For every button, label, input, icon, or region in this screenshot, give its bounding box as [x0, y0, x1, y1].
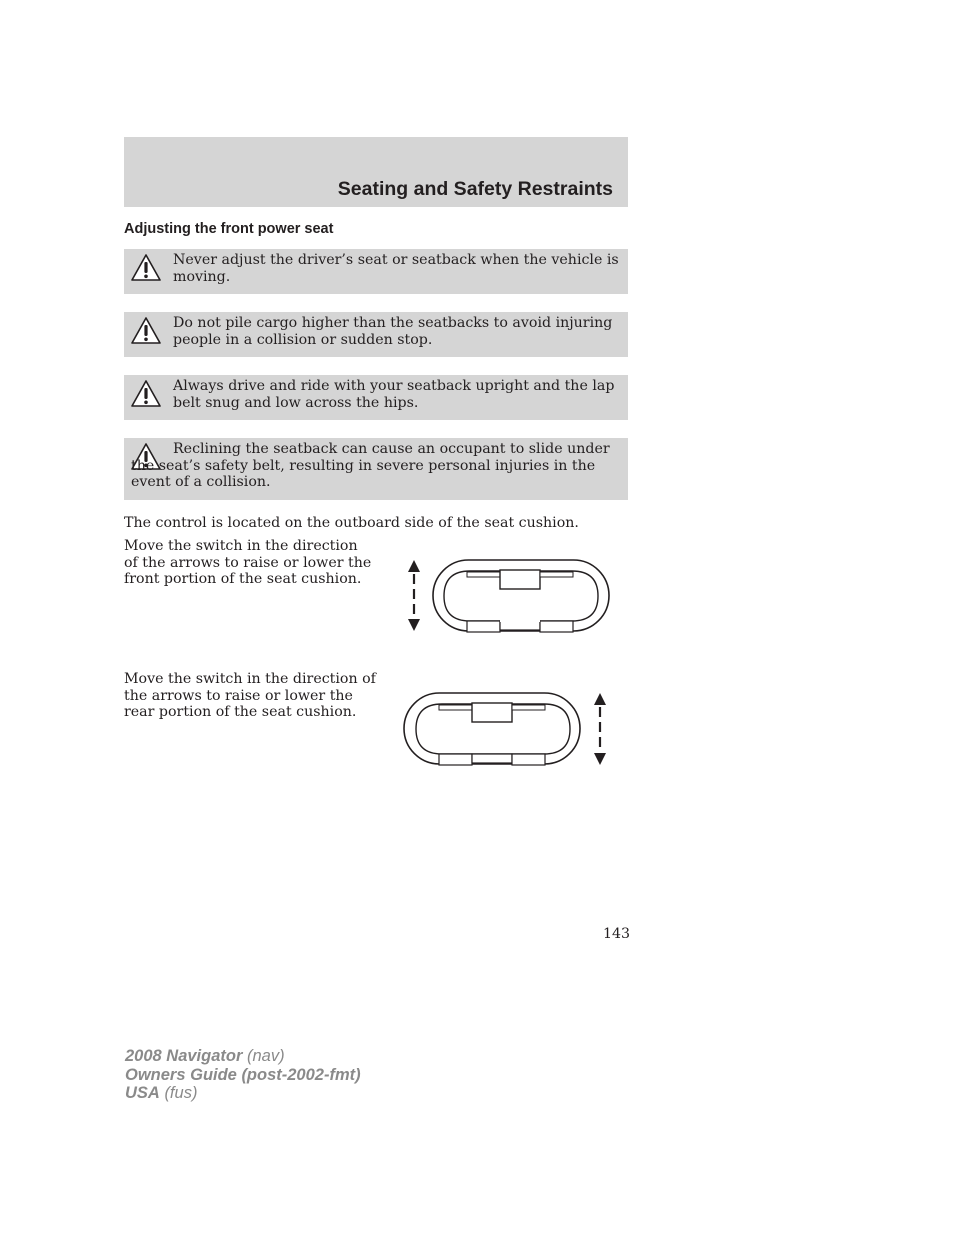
footer-line-2 [125, 1066, 361, 1085]
up-down-arrow-icon [594, 693, 606, 765]
warning-text: Do not pile cargo higher than the seatbacks to avoid injuring people in a collision or sudden stop. [173, 315, 613, 348]
subheading: Adjusting the front power seat [124, 221, 334, 237]
page-number: 143 [603, 926, 631, 942]
seat-switch-rear-icon [402, 689, 616, 769]
footer-model-code: (nav) [247, 1047, 285, 1065]
footer-market: USA [125, 1084, 160, 1102]
warning-box [124, 249, 628, 294]
footer-guide: Owners Guide (post-2002-fmt) [125, 1065, 361, 1084]
document-footer [125, 1047, 361, 1103]
warning-triangle-icon [130, 316, 162, 346]
warning-triangle-icon [130, 379, 162, 409]
warning-box [124, 438, 628, 500]
section-title: Seating and Safety Restraints [337, 178, 613, 200]
footer-market-code: (fus) [164, 1084, 198, 1102]
warning-text: Never adjust the driver’s seat or seatback when the vehicle is moving. [173, 252, 619, 285]
warning-box [124, 312, 628, 357]
footer-line-1 [125, 1047, 361, 1066]
footer-line-3 [125, 1084, 361, 1103]
section-header-band [124, 137, 628, 207]
up-down-arrow-icon [408, 560, 420, 631]
warning-triangle-icon [130, 253, 162, 283]
seat-switch-front-icon [400, 555, 614, 635]
control-location-text: The control is located on the outboard side of the seat cushion. [124, 515, 579, 531]
front-instruction-text: Move the switch in the direction of the arrows to raise or lower the front portion of the seat cushion. [124, 538, 372, 587]
warning-text: Reclining the seatback can cause an occupant to slide under the seat’s safety belt, resulting in severe personal injuries in the event of a collision. [131, 441, 610, 490]
warning-box [124, 375, 628, 420]
warning-text: Always drive and ride with your seatback upright and the lap belt snug and low across the hips. [173, 378, 615, 411]
footer-model: 2008 Navigator [125, 1047, 243, 1065]
rear-instruction-text: Move the switch in the direction of the arrows to raise or lower the rear portion of the seat cushion. [124, 671, 376, 720]
